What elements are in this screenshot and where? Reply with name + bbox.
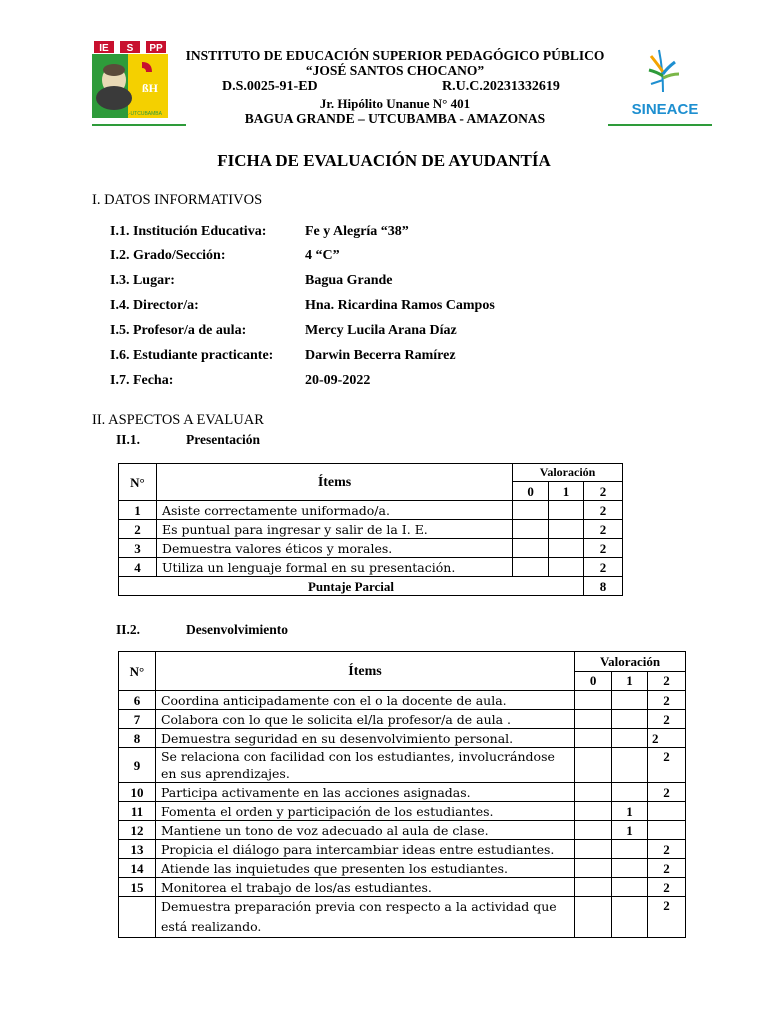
scale-2: 2 [584, 482, 623, 501]
col-n-header: N° [119, 652, 156, 691]
row-score-1 [549, 520, 584, 539]
table-row [119, 691, 686, 710]
row-item: Asiste correctamente uniformado/a. [156, 501, 512, 520]
subsection-2-number: II.2. [116, 622, 141, 637]
ruc-number: R.U.C.20231332619 [442, 79, 560, 94]
sineace-text: SINEACE [631, 101, 699, 118]
table-row [119, 878, 686, 897]
subsection-1-number: II.1. [116, 432, 141, 447]
logo-letter-3: PP [149, 43, 163, 54]
institute-line: INSTITUTO DE EDUCACIÓN SUPERIOR PEDAGÓGICO PÚBLICO [185, 48, 605, 63]
presentation-table [118, 463, 623, 596]
info-value-5: Mercy Lucila Arana Díaz [305, 323, 457, 338]
row-number: 2 [119, 520, 157, 539]
col-valoracion-header: Valoración [575, 652, 686, 672]
table-row [119, 748, 686, 783]
table-row [119, 840, 686, 859]
row-number: 9 [119, 748, 156, 783]
section-1-heading: I. DATOS INFORMATIVOS [92, 192, 263, 208]
institute-logo [92, 40, 168, 118]
row-score-0 [513, 558, 549, 577]
row-score-2: 2 [648, 783, 686, 802]
row-score-0 [513, 539, 549, 558]
scale-0: 0 [513, 482, 549, 501]
info-label-3: I.3. Lugar: [110, 273, 175, 288]
logo-caption: BAGUA GDE.-UTCUBAMBA [98, 111, 162, 117]
row-score-2 [648, 802, 686, 821]
row-score-0 [575, 840, 612, 859]
row-score-0 [575, 897, 612, 938]
row-item: Fomenta el orden y participación de los estudiantes. [155, 802, 574, 821]
table-row [119, 558, 623, 577]
row-score-2: 2 [584, 558, 623, 577]
row-item: Atiende las inquietudes que presenten los estudiantes. [155, 859, 574, 878]
row-number: 4 [119, 558, 157, 577]
section-2-heading: II. ASPECTOS A EVALUAR [92, 412, 264, 428]
row-item: Participa activamente en las acciones asignadas. [155, 783, 574, 802]
row-number: 12 [119, 821, 156, 840]
info-value-4: Hna. Ricardina Ramos Campos [305, 298, 495, 313]
logo-letter-1: IE [99, 43, 109, 54]
row-score-1: 1 [612, 821, 648, 840]
table-row [119, 802, 686, 821]
table-row [119, 783, 686, 802]
row-number: 6 [119, 691, 156, 710]
total-score: 8 [584, 577, 623, 596]
row-number [119, 897, 156, 938]
row-item: Es puntual para ingresar y salir de la I. E. [156, 520, 512, 539]
row-score-2: 2 [648, 691, 686, 710]
row-score-2 [648, 821, 686, 840]
row-score-0 [575, 691, 612, 710]
col-items-header: Ítems [156, 464, 512, 501]
row-item: Utiliza un lenguaje formal en su presentación. [156, 558, 512, 577]
row-number: 7 [119, 710, 156, 729]
total-label: Puntaje Parcial [119, 577, 584, 596]
location: BAGUA GRANDE – UTCUBAMBA - AMAZONAS [244, 111, 546, 126]
logo-divider-right [608, 124, 712, 126]
col-items-header: Ítems [155, 652, 574, 691]
row-score-1 [549, 539, 584, 558]
total-row [119, 577, 623, 596]
logo-initials: ßH [141, 81, 159, 95]
table-header-row [119, 464, 623, 482]
row-score-0 [575, 783, 612, 802]
info-label-2: I.2. Grado/Sección: [110, 248, 226, 263]
row-score-0 [575, 802, 612, 821]
row-item: Mantiene un tono de voz adecuado al aula de clase. [155, 821, 574, 840]
row-score-1 [612, 748, 648, 783]
row-item: Colabora con lo que le solicita el/la profesor/a de aula . [155, 710, 574, 729]
performance-table [118, 651, 686, 938]
row-score-2: 2 [648, 748, 686, 783]
table-row [119, 897, 686, 938]
row-score-0 [575, 710, 612, 729]
row-score-1 [612, 859, 648, 878]
row-score-0 [575, 729, 612, 748]
table-row [119, 821, 686, 840]
info-value-1: Fe y Alegría “38” [305, 224, 409, 239]
ds-number: D.S.0025-91-ED [222, 79, 318, 94]
row-score-0 [513, 501, 549, 520]
row-item: Demuestra preparación previa con respecto a la actividad que está realizando. [155, 897, 574, 938]
row-score-2: 2 [584, 501, 623, 520]
row-score-2: 2 [648, 710, 686, 729]
row-score-1 [612, 840, 648, 859]
row-number: 11 [119, 802, 156, 821]
row-number: 14 [119, 859, 156, 878]
row-number: 15 [119, 878, 156, 897]
row-item: Demuestra seguridad en su desenvolvimiento personal. [155, 729, 574, 748]
info-label-7: I.7. Fecha: [110, 373, 174, 388]
row-score-1 [612, 878, 648, 897]
scale-1: 1 [549, 482, 584, 501]
table-row [119, 729, 686, 748]
row-score-2: 2 [648, 729, 686, 748]
row-number: 1 [119, 501, 157, 520]
scale-1: 1 [612, 671, 648, 691]
col-n-header: N° [119, 464, 157, 501]
col-valoracion-header: Valoración [513, 464, 623, 482]
institute-name: “JOSÉ SANTOS CHOCANO” [305, 63, 485, 78]
row-score-1 [549, 558, 584, 577]
table-row [119, 859, 686, 878]
info-label-1: I.1. Institución Educativa: [110, 224, 267, 239]
scale-2: 2 [648, 671, 686, 691]
info-value-2: 4 “C” [305, 248, 340, 263]
table-row [119, 539, 623, 558]
row-item: Coordina anticipadamente con el o la docente de aula. [155, 691, 574, 710]
scale-0: 0 [575, 671, 612, 691]
info-label-5: I.5. Profesor/a de aula: [110, 323, 247, 338]
row-score-1 [612, 783, 648, 802]
row-number: 8 [119, 729, 156, 748]
table-row [119, 520, 623, 539]
row-score-2: 2 [584, 520, 623, 539]
info-label-4: I.4. Director/a: [110, 298, 199, 313]
row-number: 3 [119, 539, 157, 558]
logo-divider-left [92, 124, 186, 126]
subsection-1-title: Presentación [186, 432, 260, 447]
row-score-2: 2 [648, 840, 686, 859]
row-item: Demuestra valores éticos y morales. [156, 539, 512, 558]
row-score-1 [549, 501, 584, 520]
row-score-2: 2 [648, 897, 686, 938]
info-value-6: Darwin Becerra Ramírez [305, 348, 456, 363]
logo-letter-2: S [126, 43, 134, 54]
row-number: 13 [119, 840, 156, 859]
row-score-0 [513, 520, 549, 539]
table-row [119, 501, 623, 520]
info-value-3: Bagua Grande [305, 273, 393, 288]
document-title: FICHA DE EVALUACIÓN DE AYUDANTÍA [217, 151, 551, 170]
sineace-logo [615, 44, 715, 124]
info-label-6: I.6. Estudiante practicante: [110, 348, 274, 363]
row-item: Se relaciona con facilidad con los estudiantes, involucrándose en sus aprendizajes. [155, 748, 574, 783]
row-score-1 [612, 729, 648, 748]
row-score-0 [575, 748, 612, 783]
row-number: 10 [119, 783, 156, 802]
row-item: Propicia el diálogo para intercambiar ideas entre estudiantes. [155, 840, 574, 859]
address: Jr. Hipólito Unanue N° 401 [319, 96, 471, 111]
subsection-2-title: Desenvolvimiento [186, 622, 288, 637]
row-score-1 [612, 897, 648, 938]
row-score-2: 2 [648, 859, 686, 878]
row-score-0 [575, 821, 612, 840]
row-score-0 [575, 878, 612, 897]
row-score-1 [612, 691, 648, 710]
row-score-0 [575, 859, 612, 878]
table-header-row [119, 652, 686, 672]
info-value-7: 20-09-2022 [305, 373, 371, 388]
row-score-1: 1 [612, 802, 648, 821]
row-score-2: 2 [648, 878, 686, 897]
row-score-2: 2 [584, 539, 623, 558]
row-score-1 [612, 710, 648, 729]
table-row [119, 710, 686, 729]
row-item: Monitorea el trabajo de los/as estudiantes. [155, 878, 574, 897]
